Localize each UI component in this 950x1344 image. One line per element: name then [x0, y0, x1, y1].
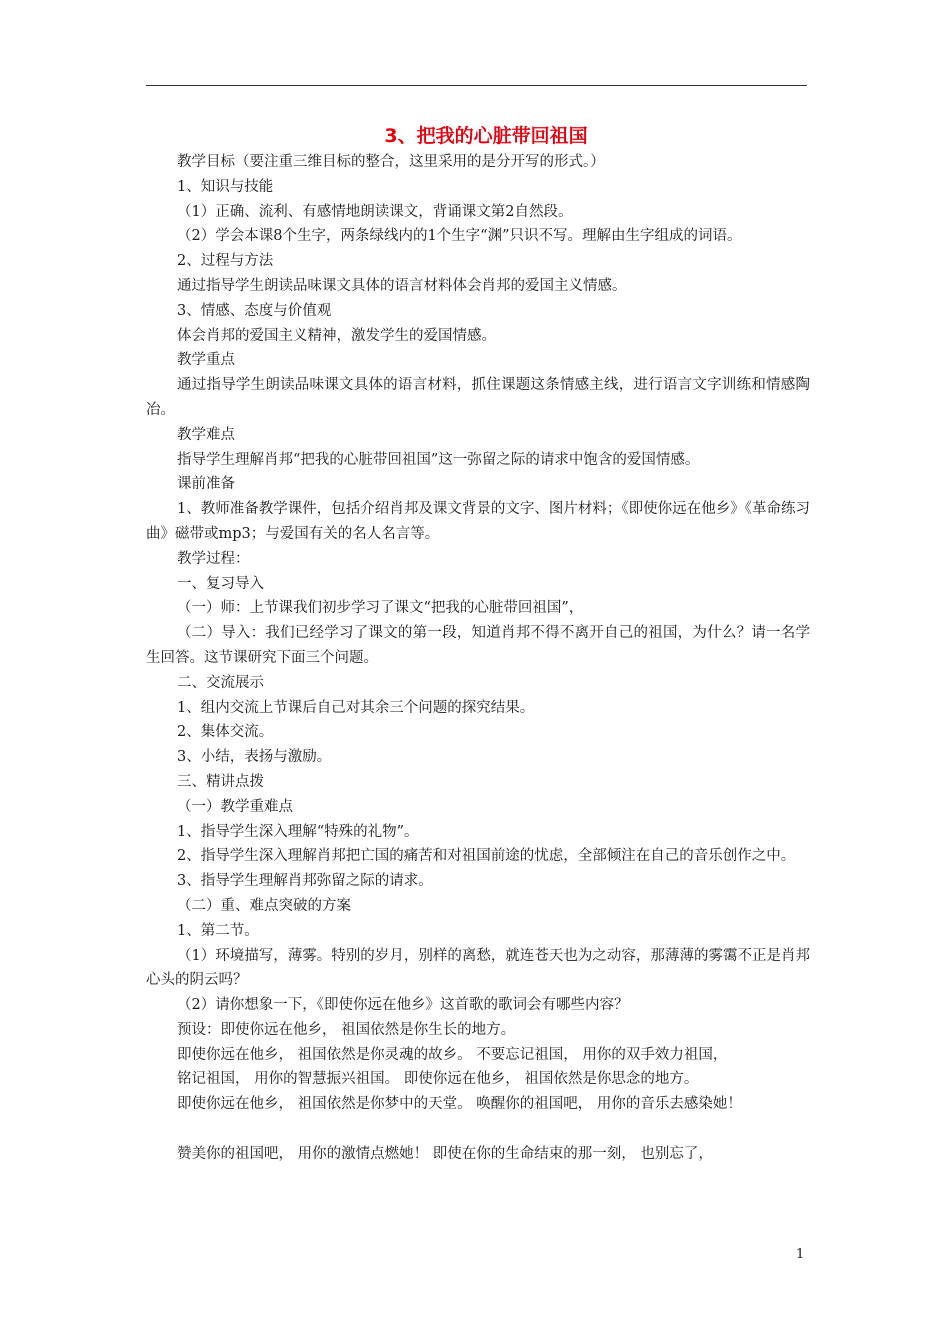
- paragraph: 体会肖邦的爱国主义精神，激发学生的爱国情感。: [177, 327, 496, 344]
- paragraph: 1、教师准备教学课件，包括介绍肖邦及课文背景的文字、图片材料；《即使你远在他乡》《革命练习曲》磁带或mp3；与爱国有关的名人名言等。: [146, 501, 810, 542]
- paragraph: （二）重、难点突破的方案: [177, 897, 351, 914]
- lesson-body: [146, 150, 810, 1167]
- paragraph: 即使你远在他乡， 祖国依然是你梦中的天堂。 唤醒你的祖国吧， 用你的音乐去感染她！: [177, 1096, 742, 1113]
- paragraph: 赞美你的祖国吧， 用你的激情点燃她！ 即使在你的生命结束的那一刻， 也别忘了，: [177, 1145, 713, 1162]
- paragraph: 2、过程与方法: [177, 253, 274, 270]
- paragraph: 3、小结，表扬与激励。: [177, 749, 332, 766]
- paragraph: 2、集体交流。: [177, 724, 274, 741]
- paragraph: 教学过程：: [177, 550, 250, 567]
- paragraph: 三、精讲点拨: [177, 773, 264, 790]
- page-number: 1: [796, 1247, 805, 1262]
- paragraph: 课前准备: [177, 476, 235, 493]
- paragraph: 通过指导学生朗读品味课文具体的语言材料，抓住课题这条情感主线，进行语言文字训练和情感陶冶。: [146, 377, 810, 418]
- paragraph: （2）学会本课8个生字，两条绿线内的1个生字“渊”只识不写。理解由生字组成的词语。: [177, 228, 742, 245]
- paragraph: （1）环境描写，薄雾。特别的岁月，别样的离愁，就连苍天也为之动容，那薄薄的雾霭不正是肖邦心头的阴云吗？: [146, 947, 810, 989]
- paragraph: 铭记祖国， 用你的智慧振兴祖国。 即使你远在他乡， 祖国依然是你思念的地方。: [177, 1071, 699, 1088]
- paragraph: （一）教学重难点: [177, 798, 293, 815]
- paragraph: 1、第二节。: [177, 922, 259, 939]
- paragraph: 即使你远在他乡， 祖国依然是你灵魂的故乡。 不要忘记祖国， 用你的双手效力祖国，: [177, 1046, 728, 1063]
- paragraph: 1、知识与技能: [177, 178, 274, 195]
- paragraph: （一）师：上节课我们初步学习了课文“把我的心脏带回祖国”，: [177, 600, 584, 617]
- paragraph: 2、指导学生深入理解肖邦把亡国的痛苦和对祖国前途的忧虑，全部倾注在自己的音乐创作之中。: [177, 848, 796, 865]
- paragraph: 通过指导学生朗读品味课文具体的语言材料体会肖邦的爱国主义情感。: [177, 277, 627, 294]
- paragraph: 3、指导学生理解肖邦弥留之际的请求。: [177, 873, 433, 890]
- paragraph: 教学重点: [177, 352, 235, 369]
- lesson-title: 3、把我的心脏带回祖国: [384, 125, 588, 147]
- paragraph: 一、复习导入: [177, 575, 264, 592]
- paragraph: （1）正确、流利、有感情地朗读课文，背诵课文第2自然段。: [177, 203, 573, 220]
- paragraph: （2）请你想象一下，《即使你远在他乡》这首歌的歌词会有哪些内容？: [177, 997, 629, 1014]
- header-rule: [146, 85, 807, 86]
- paragraph: （二）导入：我们已经学习了课文的第一段，知道肖邦不得不离开自己的祖国，为什么？请一名学生回答。这节课研究下面三个问题。: [146, 625, 810, 666]
- paragraph: 预设：即使你远在他乡， 祖国依然是你生长的地方。: [177, 1021, 516, 1038]
- paragraph: 1、指导学生深入理解“特殊的礼物”。: [177, 823, 419, 840]
- paragraph: 教学目标（要注重三维目标的整合，这里采用的是分开写的形式。）: [177, 154, 605, 170]
- paragraph: 教学难点: [177, 426, 235, 443]
- paragraph: 指导学生理解肖邦“把我的心脏带回祖国”这一弥留之际的请求中饱含的爱国情感。: [177, 451, 700, 468]
- paragraph: 3、情感、态度与价值观: [177, 302, 332, 319]
- blank-line: [146, 1117, 810, 1142]
- paragraph: 二、交流展示: [177, 674, 264, 691]
- paragraph: 1、组内交流上节课后自己对其余三个问题的探究结果。: [177, 699, 535, 716]
